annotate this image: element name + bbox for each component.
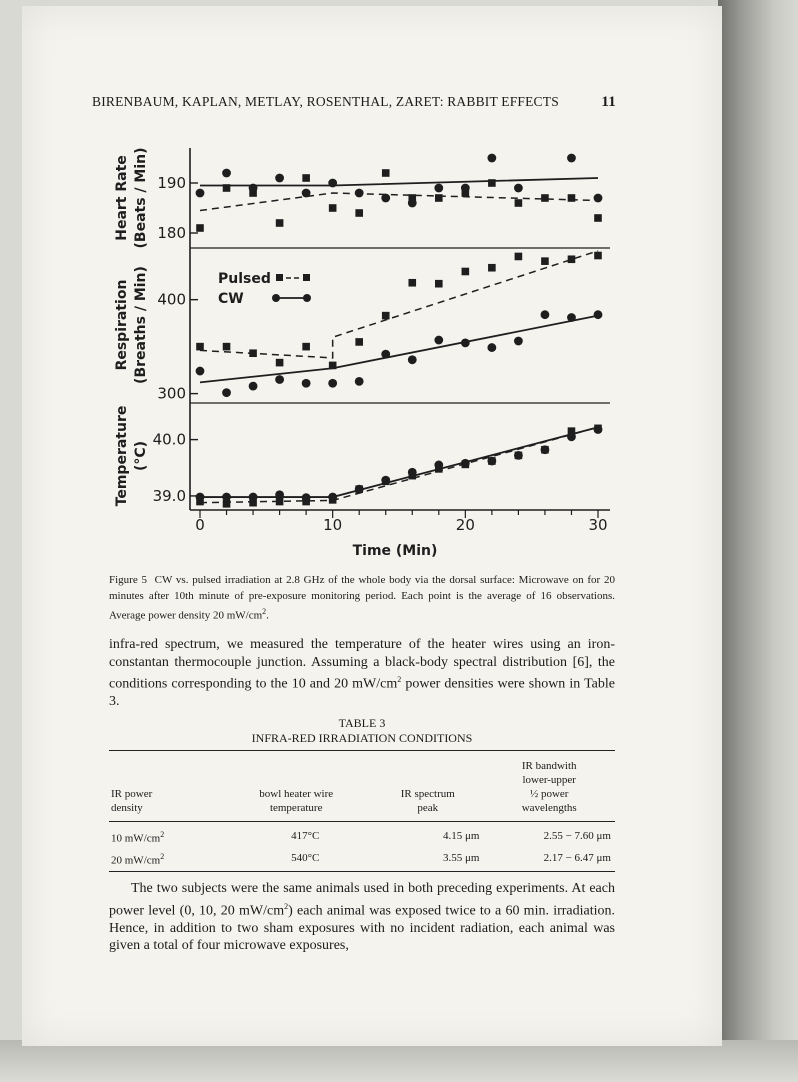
pulsed-data-point xyxy=(276,219,284,227)
cw-data-point xyxy=(487,343,496,352)
col-header-heater-temp: bowl heater wire temperature xyxy=(259,788,334,814)
figure-caption: Figure 5 CW vs. pulsed irradiation at 2.8 GHz of the whole body via the dorsal surface: Microwave on for 20 minutes after 10th minute of pre-exposure monitoring period. Each point is the average of 16 observations. Average power density 20 $mW/cm^2$. xyxy=(109,574,615,622)
cell-bandwidth: 2.17 − 6.47 μm xyxy=(543,851,611,864)
legend-label-cw: CW xyxy=(218,291,244,307)
pulsed-data-point xyxy=(196,343,204,351)
y-tick-label: 190 xyxy=(157,174,186,192)
pulsed-data-point xyxy=(515,452,523,460)
cw-fit-line xyxy=(200,178,598,186)
pulsed-data-point xyxy=(594,425,602,433)
table-number: TABLE 3 xyxy=(338,716,386,730)
body-paragraph-2: The two subjects were the same animals used in both preceding experiments. At each power level (0, 10, 20 $mW/cm^2$) each animal was exposed twice to a 60 min. irradiation. Hence, in addition to two sham exposures with no incident radiation, each animal was given a total of four microwave exposures, xyxy=(109,881,616,954)
pulsed-data-point xyxy=(249,349,257,357)
cw-data-point xyxy=(541,310,550,319)
pulsed-data-point xyxy=(408,279,416,287)
pulsed-data-point xyxy=(302,343,310,351)
cw-data-point xyxy=(487,154,496,163)
table-heading xyxy=(109,716,615,746)
cw-data-point xyxy=(196,367,205,376)
pulsed-data-point xyxy=(594,252,602,260)
legend-marker-pulsed xyxy=(303,274,310,281)
pulsed-data-point xyxy=(223,184,231,192)
cw-fit-line xyxy=(200,427,598,497)
running-head xyxy=(92,94,616,111)
x-tick-label: 20 xyxy=(455,516,475,534)
cw-data-point xyxy=(275,174,284,183)
pulsed-fit-line xyxy=(200,193,598,211)
pulsed-data-point xyxy=(488,457,496,465)
pulsed-data-point xyxy=(488,264,496,272)
cell-peak: 4.15 μm xyxy=(442,830,480,843)
y-axis-label: Heart Rate xyxy=(114,155,130,241)
cell-bandwidth: 2.55 − 7.60 μm xyxy=(543,830,611,843)
pulsed-fit-line xyxy=(200,251,598,358)
cw-data-point xyxy=(567,313,576,322)
cw-data-point xyxy=(355,377,364,386)
pulsed-data-point xyxy=(515,199,523,207)
pulsed-data-point xyxy=(462,189,470,197)
cw-data-point xyxy=(222,388,231,397)
y-axis-label: Respiration xyxy=(114,279,130,371)
cw-data-point xyxy=(514,337,523,346)
pulsed-data-point xyxy=(594,214,602,222)
cw-data-point xyxy=(328,179,337,188)
pulsed-data-point xyxy=(329,204,337,212)
cw-data-point xyxy=(567,154,576,163)
table-subtitle: INFRA-RED IRRADIATION CONDITIONS xyxy=(251,731,473,745)
pulsed-data-point xyxy=(435,194,443,202)
body-paragraph-1: infra-red spectrum, we measured the temperature of the heater wires using an iron-constantan thermocouple junction. Assuming a black-body spectral distribution [6], the conditions corresponding to the 10 and 20 $mW/cm^2$ power densities were shown in Table 3. xyxy=(109,637,615,710)
pulsed-data-point xyxy=(568,255,576,263)
pulsed-data-point xyxy=(515,253,523,261)
cw-data-point xyxy=(222,169,231,178)
pulsed-data-point xyxy=(382,312,390,320)
cw-data-point xyxy=(461,338,470,347)
cell-power: 20 $mW/cm^2$ xyxy=(111,851,165,867)
pulsed-data-point xyxy=(435,280,443,288)
y-axis-label-units: (Beats / Min) xyxy=(133,147,149,249)
pulsed-data-point xyxy=(408,194,416,202)
figure-5-chart xyxy=(100,138,630,563)
y-axis-label-units: (Breaths / Min) xyxy=(133,266,149,384)
cell-power: 10 $mW/cm^2$ xyxy=(111,830,165,845)
y-axis-label: Temperature xyxy=(114,405,130,507)
book-edge-right xyxy=(718,0,798,1082)
pulsed-data-point xyxy=(382,477,390,485)
pulsed-data-point xyxy=(196,224,204,232)
pulsed-data-point xyxy=(541,257,549,265)
pulsed-data-point xyxy=(249,189,257,197)
y-tick-label: 40.0 xyxy=(152,430,186,449)
legend-marker-pulsed xyxy=(276,274,283,281)
cw-data-point xyxy=(434,184,443,193)
pulsed-fit-line xyxy=(200,427,598,502)
cw-data-point xyxy=(381,350,390,359)
pulsed-data-point xyxy=(329,496,337,504)
pulsed-data-point xyxy=(541,446,549,454)
col-header-bandwidth: IR bandwith lower-upper ½ power wavelengths xyxy=(521,760,577,814)
pulsed-data-point xyxy=(488,179,496,187)
page-number: 11 xyxy=(601,94,616,110)
x-tick-label: 30 xyxy=(588,516,608,534)
cell-temp: 417°C xyxy=(291,830,320,843)
cw-data-point xyxy=(249,382,258,391)
x-tick-label: 10 xyxy=(323,516,343,534)
y-tick-label: 39.0 xyxy=(152,486,186,505)
y-axis-label-units: (°C) xyxy=(133,440,149,472)
cw-data-point xyxy=(302,379,311,388)
pulsed-data-point xyxy=(302,174,310,182)
cw-data-point xyxy=(408,355,417,364)
pulsed-data-point xyxy=(276,359,284,367)
pulsed-data-point xyxy=(462,268,470,276)
y-tick-label: 300 xyxy=(157,384,186,403)
cw-data-point xyxy=(275,375,284,384)
col-header-ir-power: IR power density xyxy=(111,788,153,814)
table-header-row xyxy=(109,751,615,822)
cw-data-point xyxy=(514,184,523,193)
pulsed-data-point xyxy=(568,427,576,435)
y-tick-label: 400 xyxy=(157,290,186,309)
cw-fit-line xyxy=(200,316,598,383)
pulsed-data-point xyxy=(541,194,549,202)
pulsed-data-point xyxy=(355,338,363,346)
book-edge-bottom xyxy=(0,1040,798,1082)
cw-data-point xyxy=(328,379,337,388)
y-tick-label: 180 xyxy=(157,224,186,242)
pulsed-data-point xyxy=(382,169,390,177)
cw-data-point xyxy=(434,336,443,345)
pulsed-data-point xyxy=(249,499,257,507)
pulsed-data-point xyxy=(329,362,337,370)
pulsed-data-point xyxy=(355,485,363,493)
pulsed-data-point xyxy=(435,465,443,473)
ir-conditions-table xyxy=(109,750,615,872)
cw-data-point xyxy=(196,189,205,198)
pulsed-data-point xyxy=(408,472,416,480)
pulsed-data-point xyxy=(196,498,204,506)
legend-label-pulsed: Pulsed xyxy=(218,271,271,287)
table-row xyxy=(109,822,615,848)
x-axis-label: Time (Min) xyxy=(352,543,438,559)
cw-data-point xyxy=(594,310,603,319)
cell-temp: 540°C xyxy=(291,851,320,864)
legend-marker-cw xyxy=(303,294,311,302)
x-tick-label: 0 xyxy=(195,516,205,534)
pulsed-data-point xyxy=(355,209,363,217)
col-header-spectrum-peak: IR spectrum peak xyxy=(400,788,455,814)
pulsed-data-point xyxy=(223,500,231,508)
running-head-authors: BIRENBAUM, KAPLAN, METLAY, ROSENTHAL, ZARET: RABBIT EFFECTS xyxy=(92,94,559,109)
table-row xyxy=(109,848,615,872)
pulsed-data-point xyxy=(568,194,576,202)
pulsed-data-point xyxy=(223,343,231,351)
cell-peak: 3.55 μm xyxy=(442,851,480,864)
pulsed-data-point xyxy=(276,498,284,506)
pulsed-data-point xyxy=(302,498,310,506)
pulsed-data-point xyxy=(462,461,470,469)
